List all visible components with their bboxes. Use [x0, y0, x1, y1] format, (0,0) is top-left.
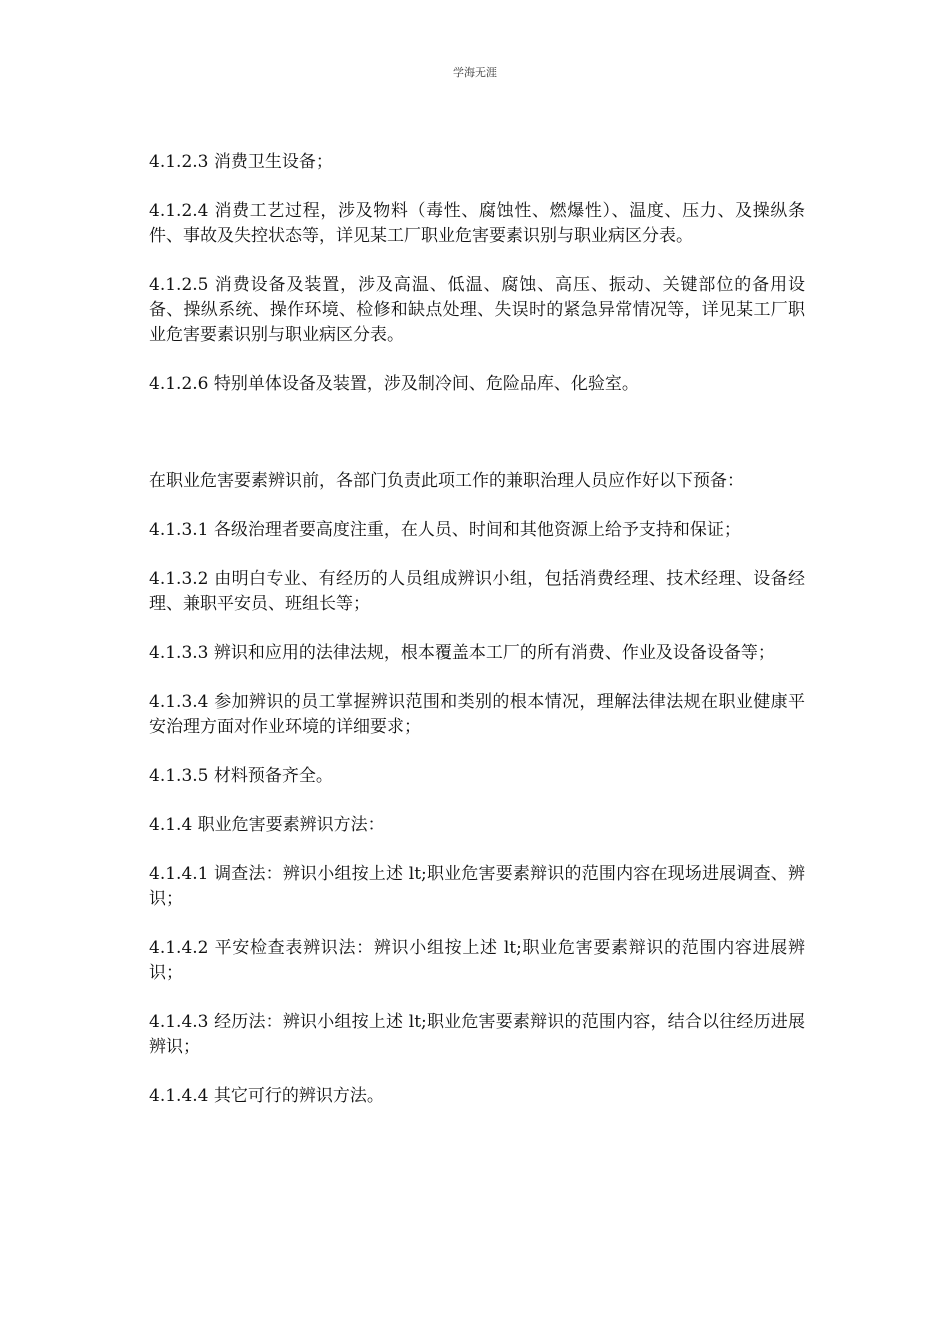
- document-body: [149, 150, 805, 1133]
- paragraph-4-1-4-4: 4.1.4.4 其它可行的辨识方法。: [149, 1086, 384, 1106]
- paragraph-4-1-4-3: 4.1.4.3 经历法：辨识小组按上述 lt;职业危害要素辩识的范围内容，结合以往经历进展辨识；: [149, 1012, 805, 1057]
- paragraph-4-1-3-5: 4.1.3.5 材料预备齐全。: [149, 766, 333, 786]
- paragraph-4-1-4-1: 4.1.4.1 调查法：辨识小组按上述 lt;职业危害要素辩识的范围内容在现场进展调查、辨识；: [149, 864, 805, 909]
- page-header: 学海无涯: [453, 66, 497, 79]
- paragraph-4-1-4-2: 4.1.4.2 平安检查表辨识法：辨识小组按上述 lt;职业危害要素辩识的范围内容进展辨识；: [149, 938, 805, 983]
- paragraph-4-1-3-4: 4.1.3.4 参加辨识的员工掌握辨识范围和类别的根本情况，理解法律法规在职业健康平安治理方面对作业环境的详细要求；: [149, 692, 805, 737]
- paragraph-preparation-intro: 在职业危害要素辨识前，各部门负责此项工作的兼职治理人员应作好以下预备：: [149, 471, 744, 491]
- paragraph-4-1-4: 4.1.4 职业危害要素辨识方法：: [149, 815, 385, 835]
- paragraph-4-1-2-4: 4.1.2.4 消费工艺过程，涉及物料（毒性、腐蚀性、燃爆性）、温度、压力、及操纵条件、事故及失控状态等，详见某工厂职业危害要素识别与职业病区分表。: [149, 201, 805, 246]
- paragraph-4-1-3-2: 4.1.3.2 由明白专业、有经历的人员组成辨识小组，包括消费经理、技术经理、设备经理、兼职平安员、班组长等；: [149, 569, 805, 614]
- paragraph-4-1-2-6: 4.1.2.6 特别单体设备及装置，涉及制冷间、危险品库、化验室。: [149, 374, 639, 394]
- paragraph-4-1-3-3: 4.1.3.3 辨识和应用的法律法规，根本覆盖本工厂的所有消费、作业及设备设备等；: [149, 643, 775, 663]
- paragraph-4-1-2-5: 4.1.2.5 消费设备及装置，涉及高温、低温、腐蚀、高压、振动、关键部位的备用设备、操纵系统、操作环境、检修和缺点处理、失误时的紧急异常情况等，详见某工厂职业危害要素识别与职业病区分表。: [149, 275, 805, 345]
- paragraph-4-1-3-1: 4.1.3.1 各级治理者要高度注重，在人员、时间和其他资源上给予支持和保证；: [149, 520, 741, 540]
- paragraph-4-1-2-3: 4.1.2.3 消费卫生设备；: [149, 152, 333, 172]
